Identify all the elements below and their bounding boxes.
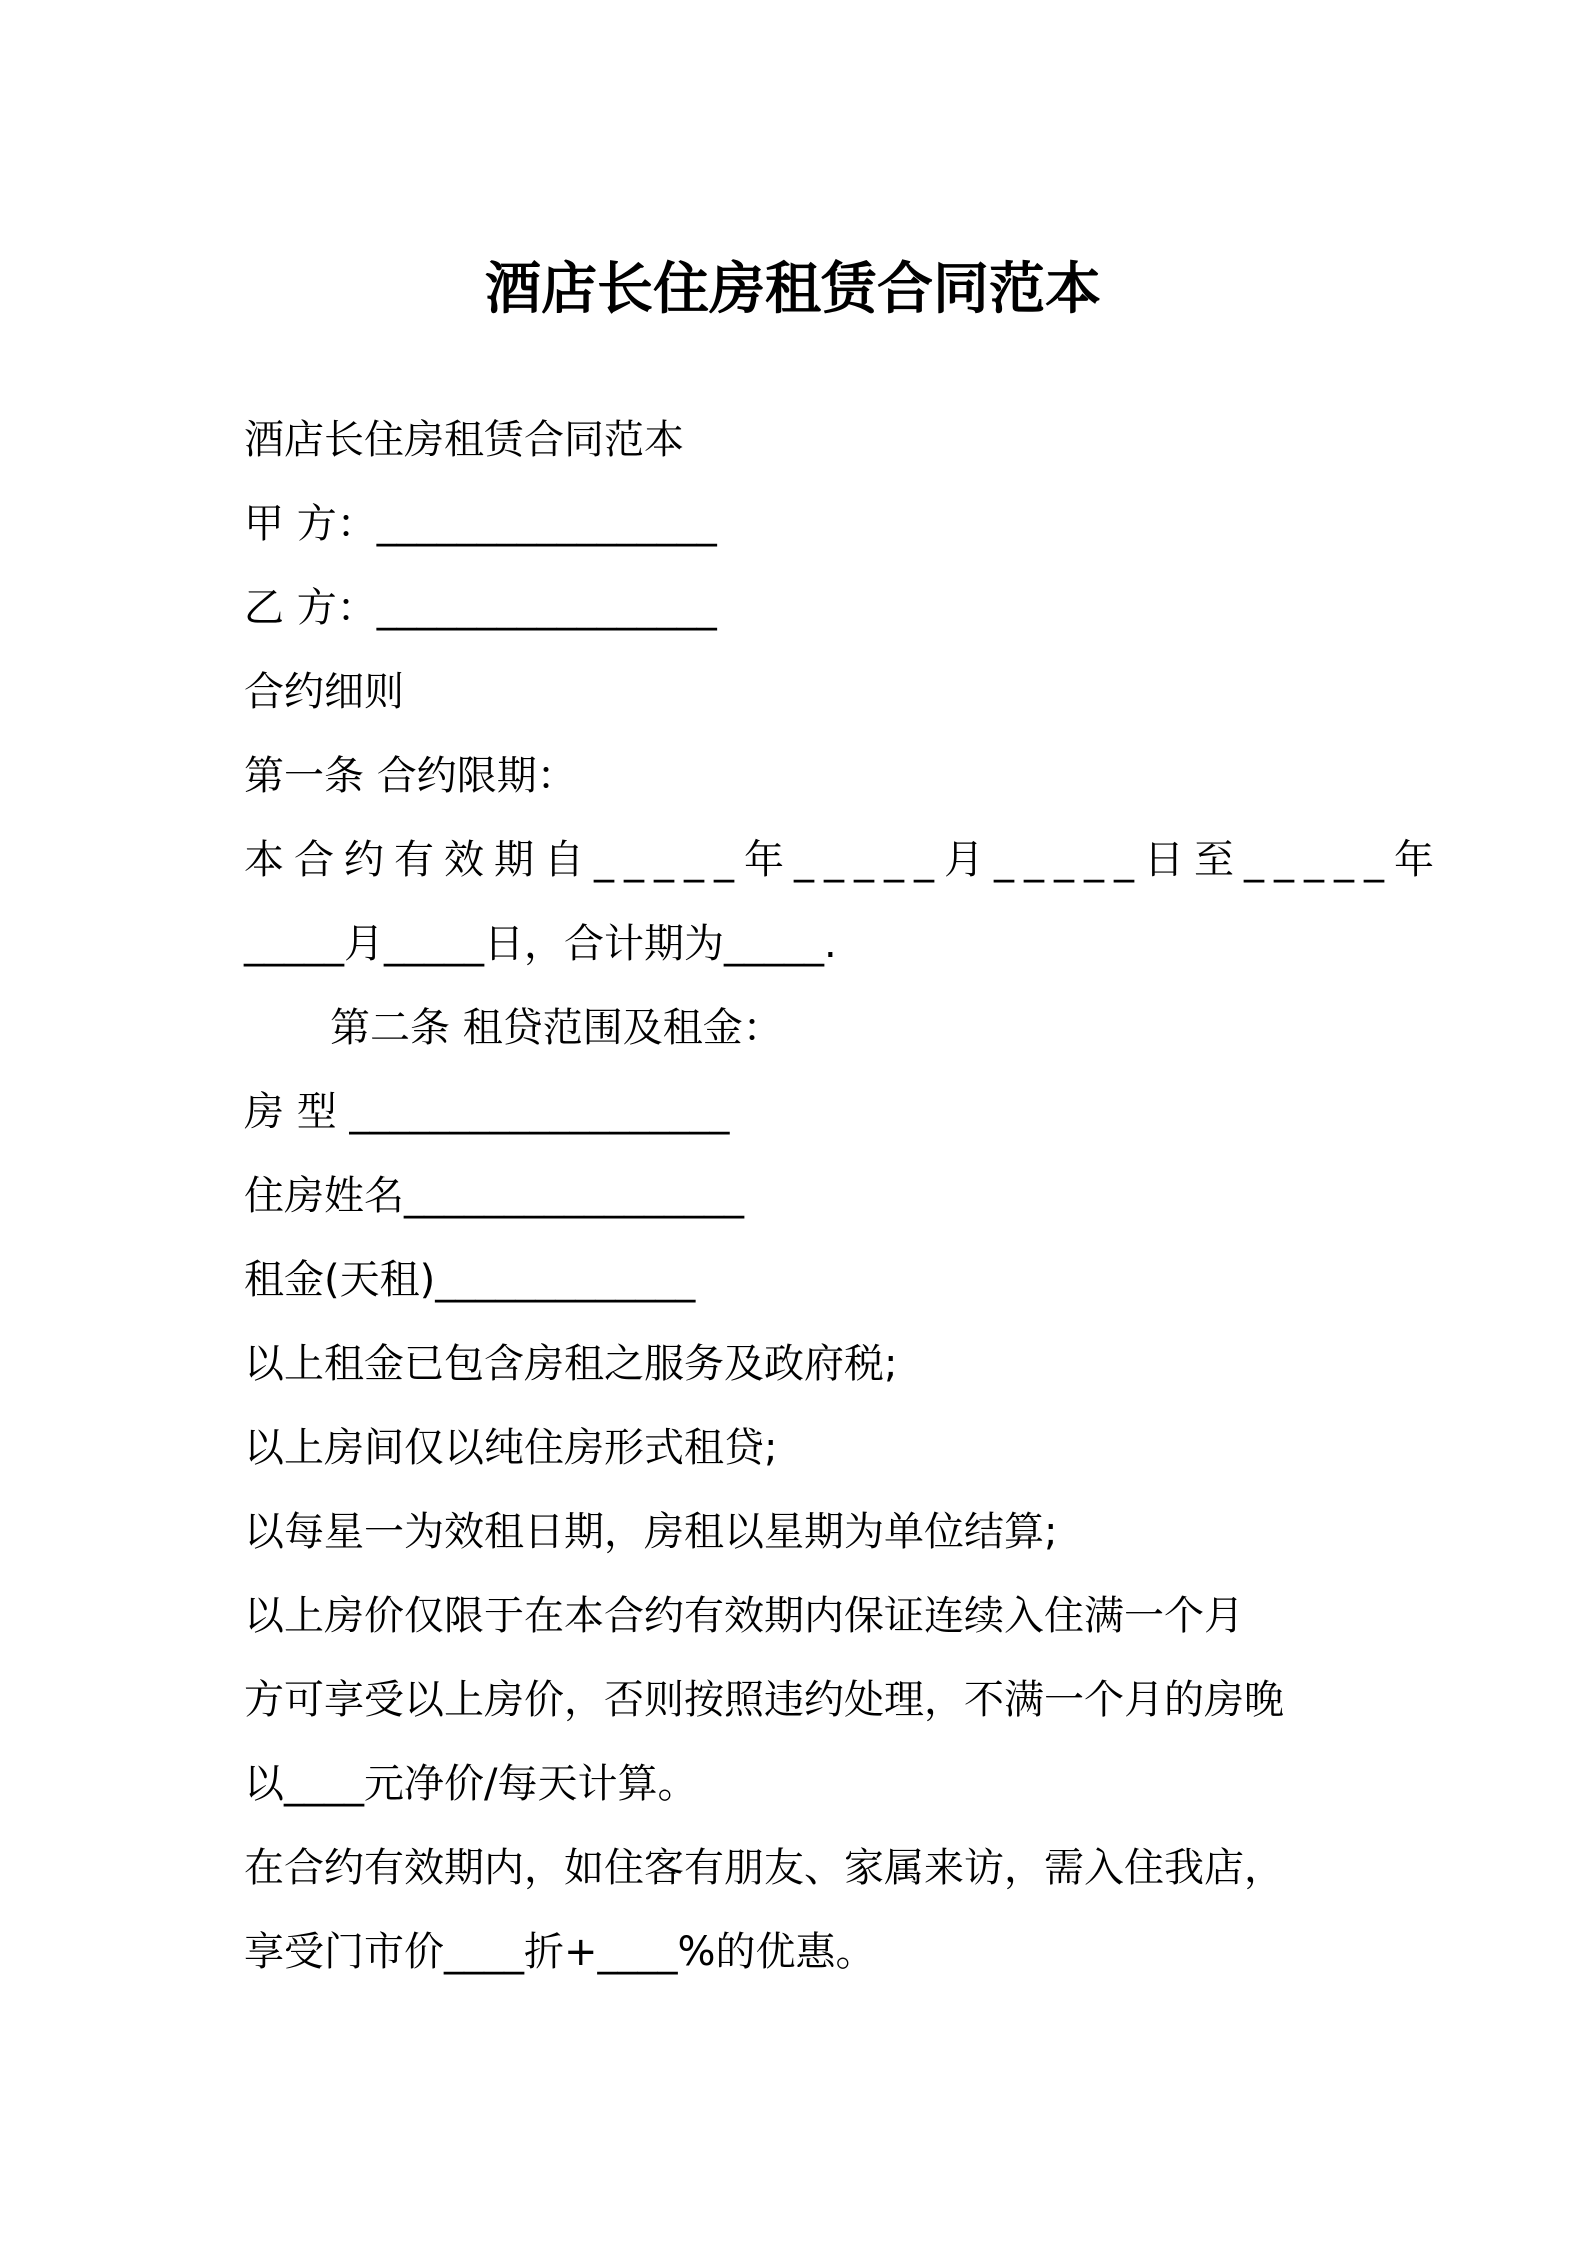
subtitle-line: 酒店长住房租赁合同范本 (244, 417, 684, 463)
clause-line: 以上房间仅以纯住房形式租贷; (244, 1425, 778, 1471)
clause-line: 以每星一为效租日期，房租以星期为单位结算; (244, 1509, 1058, 1555)
document-title: 酒店长住房租赁合同范本 (485, 257, 1101, 322)
clause-line: 以上租金已包含房租之服务及政府税; (244, 1341, 898, 1387)
article-2-heading: 第二条 租贷范围及租金： (330, 1005, 783, 1051)
party-b-line: 乙 方：_________________ (244, 585, 717, 631)
guest-name-line: 住房姓名_________________ (244, 1173, 744, 1219)
clause-line: 方可享受以上房价，否则按照违约处理，不满一个月的房晚 (244, 1677, 1284, 1723)
clause-line: 以上房价仅限于在本合约有效期内保证连续入住满一个月 (244, 1593, 1244, 1639)
article-1-heading: 第一条 合约限期： (244, 753, 577, 799)
contract-period-line-cont: _____月_____日，合计期为_____. (244, 921, 837, 967)
clause-line: 在合约有效期内，如住客有朋友、家属来访，需入住我店， (244, 1845, 1284, 1891)
party-a-line: 甲 方：_________________ (244, 501, 717, 547)
section-heading: 合约细则 (244, 669, 404, 715)
clause-line: 以____元净价/每天计算。 (244, 1761, 698, 1807)
contract-period-line: 本合约有效期自_____年_____月_____日至_____年 (244, 837, 1444, 883)
clause-line: 享受门市价____折+____%的优惠。 (244, 1929, 876, 1975)
daily-rent-line: 租金(天租)_____________ (244, 1257, 696, 1303)
room-type-line: 房 型 ___________________ (244, 1089, 730, 1135)
